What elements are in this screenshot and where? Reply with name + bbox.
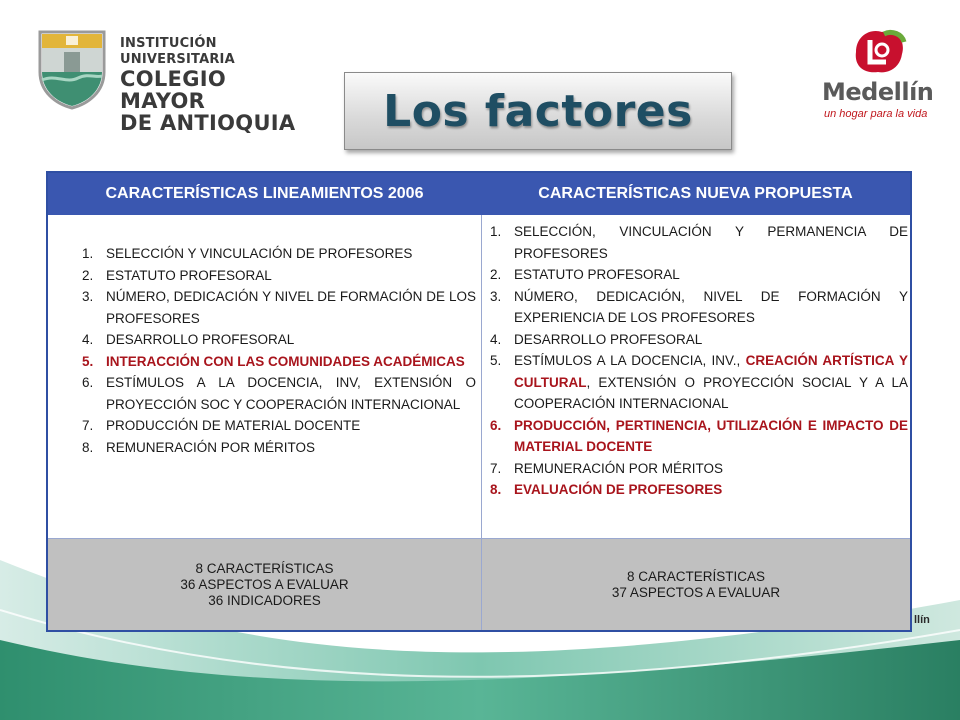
list-item: 6. ESTÍMULOS A LA DOCENCIA, INV, EXTENSIÓN O PROYECCIÓN SOC Y COOPERACIÓN INTERNACIONAL	[82, 375, 476, 412]
footer-partial-logo-text: llín	[914, 614, 930, 626]
list-item-highlighted: 8. EVALUACIÓN DE PROFESORES	[490, 482, 723, 497]
summary-new-proposal	[482, 539, 910, 630]
list-item-highlighted: 5. INTERACCIÓN CON LAS COMUNIDADES ACADÉMICAS	[82, 353, 465, 369]
table-header	[48, 173, 910, 215]
list-item: 7. PRODUCCIÓN DE MATERIAL DOCENTE	[82, 418, 361, 433]
characteristics-list-new	[490, 221, 908, 501]
summary-line: 36 ASPECTOS A EVALUAR	[180, 576, 349, 592]
institution-name-line2: COLEGIO MAYOR	[120, 67, 226, 113]
highlighted-text: CREACIÓN ARTÍSTICA Y CULTURAL	[514, 353, 908, 390]
slide-title: Los factores	[383, 85, 693, 137]
summary-line: 36 INDICADORES	[208, 592, 321, 608]
list-item: 1. SELECCIÓN Y VINCULACIÓN DE PROFESORES	[82, 246, 413, 261]
shield-icon	[36, 26, 108, 110]
list-item: 4. DESARROLLO PROFESORAL	[82, 332, 295, 347]
slide-title-box	[344, 72, 732, 150]
list-item: 3. NÚMERO, DEDICACIÓN Y NIVEL DE FORMACIÓN DE LOS PROFESORES	[82, 289, 476, 326]
column-header-2006: CARACTERÍSTICAS LINEAMIENTOS 2006	[105, 185, 424, 202]
list-item: 8. REMUNERACIÓN POR MÉRITOS	[82, 439, 316, 455]
institution-logo	[36, 26, 306, 135]
list-item: 7. REMUNERACIÓN POR MÉRITOS	[490, 460, 724, 476]
summary-line: 37 ASPECTOS A EVALUAR	[611, 584, 781, 600]
institution-name-line1: INSTITUCIÓN UNIVERSITARIA	[120, 36, 235, 67]
comparison-table	[46, 171, 912, 632]
institution-name-line3: DE ANTIOQUIA	[120, 111, 296, 135]
list-item: 1. SELECCIÓN, VINCULACIÓN Y PERMANENCIA DE PROFESORES	[490, 224, 908, 261]
characteristics-list-2006	[82, 243, 476, 458]
list-item: 4. DESARROLLO PROFESORAL	[490, 331, 703, 347]
list-item: 2. ESTATUTO PROFESORAL	[82, 267, 272, 283]
city-tagline: un hogar para la vida	[824, 108, 928, 120]
list-item-highlighted: 6. PRODUCCIÓN, PERTINENCIA, UTILIZACIÓN E IMPACTO DE MATERIAL DOCENTE	[490, 417, 908, 454]
city-logo	[818, 26, 942, 120]
list-item: 5. ESTÍMULOS A LA DOCENCIA, INV., CREACIÓN ARTÍSTICA Y CULTURAL, EXTENSIÓN O PROYECCIÓN SOCIAL Y A LA COOPERACIÓN INTERNACIONAL	[490, 353, 908, 411]
city-name: Medellín	[822, 78, 934, 106]
summary-line: 8 CARACTERÍSTICAS	[626, 568, 766, 584]
column-header-new-proposal: CARACTERÍSTICAS NUEVA PROPUESTA	[538, 185, 853, 202]
medellin-mark-icon	[848, 26, 908, 76]
summary-2006	[48, 539, 481, 630]
list-item: 3. NÚMERO, DEDICACIÓN, NIVEL DE FORMACIÓN Y EXPERIENCIA DE LOS PROFESORES	[490, 288, 908, 325]
list-item: 2. ESTATUTO PROFESORAL	[490, 267, 680, 282]
summary-line: 8 CARACTERÍSTICAS	[195, 560, 334, 576]
